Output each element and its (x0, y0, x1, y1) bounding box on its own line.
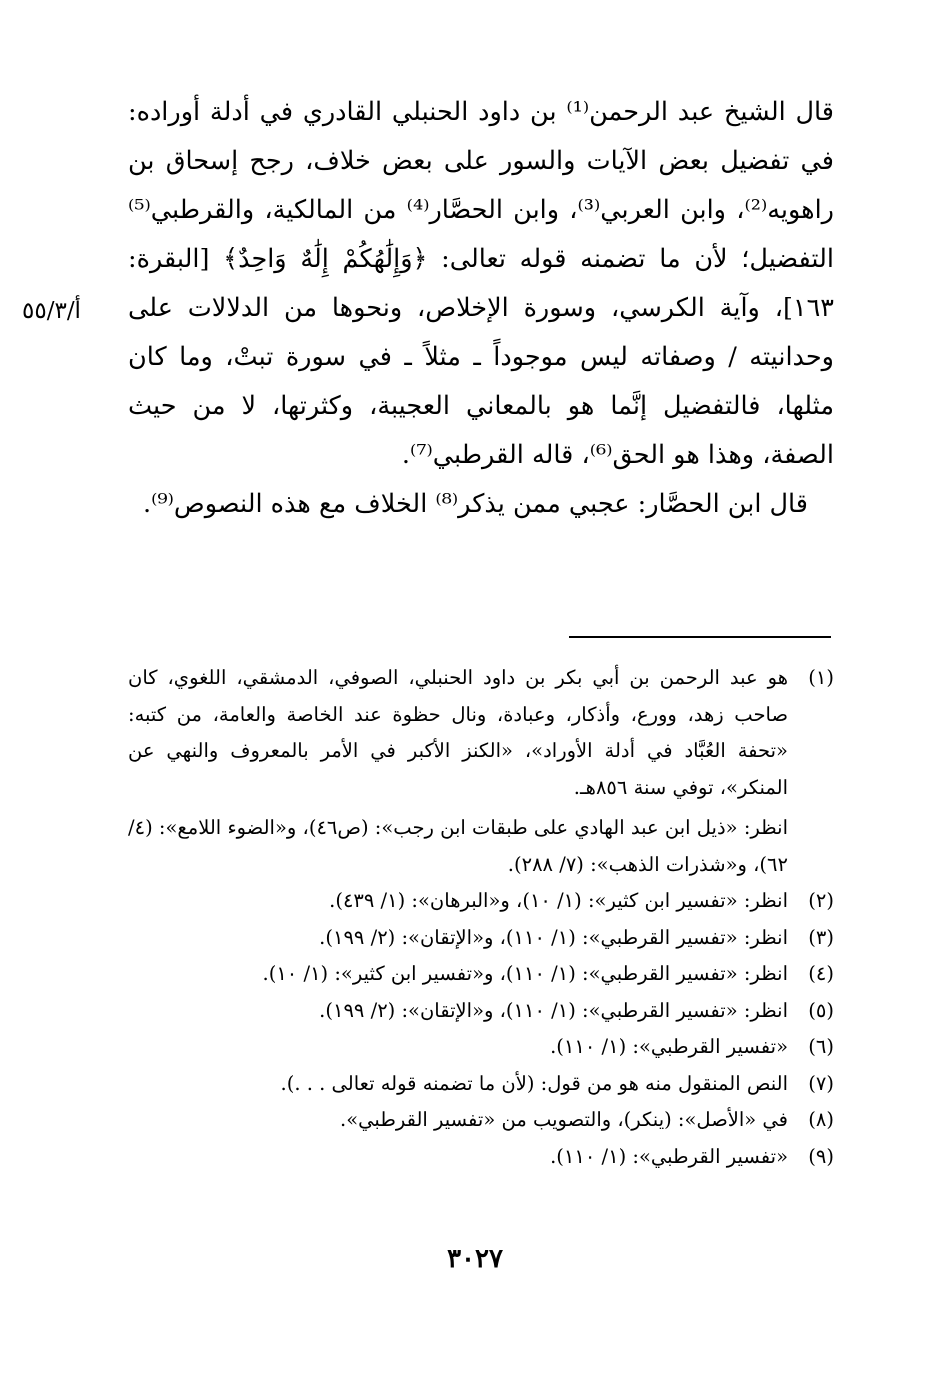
footnote-number: (٩) (808, 1144, 834, 1168)
footnote-3 (128, 920, 834, 957)
footnote-text: هو عبد الرحمن بن أبي بكر بن داود الحنبلي، الصوفي، الدمشقي، اللغوي، كان صاحب زهد، وورع، وأذكار، وعبادة، ونال حظوة عند الخاصة والعامة، من كتبه: «تحفة العُبَّاد في أدلة الأوراد»، «الكنز الأكبر في الأمر بالمعروف والنهي عن المنكر»، توفي سنة ٨٥٦هـ. (128, 666, 788, 799)
footnotes (128, 660, 834, 1175)
footnote-4 (128, 956, 834, 993)
footnote-number: (٨) (808, 1108, 834, 1131)
footnote-7 (128, 1066, 834, 1103)
manuscript-folio-marker: أ/٥٥/٣ (22, 298, 81, 324)
footnote-number: (٦) (808, 1035, 834, 1058)
footnote-number: (١) (808, 666, 834, 689)
footnote-text: انظر: «تفسير القرطبي»: (١/ ١١٠)، و«تفسير ابن كثير»: (١/ ١٠). (262, 962, 788, 985)
main-paragraph-1: قال الشيخ عبد الرحمن⁽¹⁾ بن داود الحنبلي القادري في أدلة أوراده: في تفضيل بعض الآيات والسور على بعض خلاف، رجح إسحاق بن راهويه⁽²⁾، وابن العربي⁽³⁾، وابن الحصَّار⁽⁴⁾ من المالكية، والقرطبي⁽⁵⁾ التفضيل؛ لأن ما تضمنه قوله تعالى: ﴿وَإِلَٰهُكُمْ إِلَٰهٌ وَاحِدٌ﴾ [البقرة: ١٦٣]، وآية الكرسي، وسورة الإخلاص، ونحوها من الدلالات على وحدانيته / وصفاته ليس موجوداً ـ مثلاً ـ في سورة تبتْ، وما كان مثلها، فالتفضيل إنَّما هو بالمعاني العجيبة، وكثرتها، لا من حيث الصفة، وهذا هو الحق⁽⁶⁾، قاله القرطبي⁽⁷⁾. (128, 97, 834, 470)
footnote-text: «تفسير القرطبي»: (١/ ١١٠). (550, 1035, 788, 1058)
footnote-text-continued: انظر: «ذيل ابن عبد الهادي على طبقات ابن رجب»: (ص٤٦)، و«الضوء اللامع»: (٤/ ٦٢)، و«شذرات الذهب»: (٧/ ٢٨٨). (128, 816, 788, 876)
page-number: ٣٠٢٧ (447, 1244, 503, 1274)
footnote-6 (128, 1029, 834, 1066)
footnote-text: في «الأصل»: (ينكر)، والتصويب من «تفسير القرطبي». (340, 1108, 788, 1131)
footnote-text: النص المنقول منه هو من قول: (لأن ما تضمنه قوله تعالى . . .). (280, 1071, 788, 1095)
footnote-text: انظر: «تفسير ابن كثير»: (١/ ١٠)، و«البرهان»: (١/ ٤٣٩). (329, 889, 788, 912)
footnote-number: (٥) (808, 998, 834, 1022)
footnote-number: (٣) (808, 925, 834, 949)
main-text (128, 88, 834, 529)
footnote-1 (128, 660, 834, 883)
footnote-separator (569, 636, 831, 638)
footnote-8 (128, 1102, 834, 1139)
footnote-9 (128, 1139, 834, 1176)
footnote-text: «تفسير القرطبي»: (١/ ١١٠). (550, 1144, 788, 1168)
footnote-text: انظر: «تفسير القرطبي»: (١/ ١١٠)، و«الإتقان»: (٢/ ١٩٩). (319, 925, 788, 949)
footnote-5 (128, 993, 834, 1030)
footnote-number: (٢) (808, 889, 834, 912)
main-paragraph-2: قال ابن الحصَّار: عجبي ممن يذكر⁽⁸⁾ الخلاف مع هذه النصوص⁽⁹⁾. (143, 489, 808, 519)
footnote-text: انظر: «تفسير القرطبي»: (١/ ١١٠)، و«الإتقان»: (٢/ ١٩٩). (319, 998, 788, 1022)
footnote-2 (128, 883, 834, 920)
footnote-number: (٤) (808, 962, 834, 985)
footnote-number: (٧) (808, 1071, 834, 1095)
